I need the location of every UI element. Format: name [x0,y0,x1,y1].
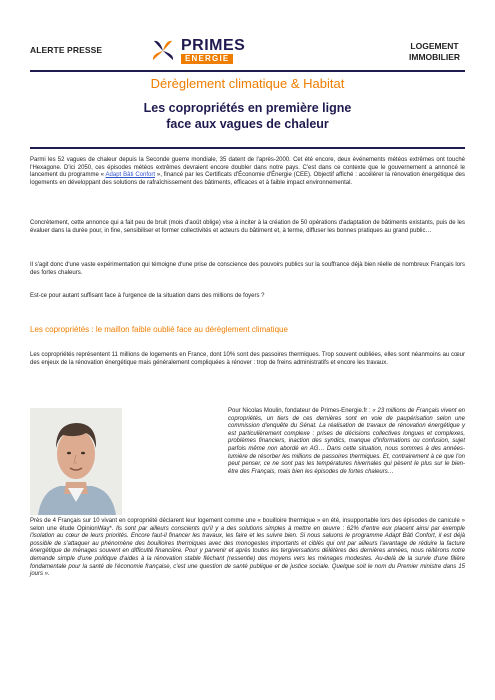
question-paragraph: Est-ce pour autant suffisant face à l'urgence de la situation dans des millions de foyers ? [30,293,265,299]
quote-continued-lead: Près de 4 Français sur 10 vivant en copropriété déclarent leur logement comme une « bouilloire thermique » en été, insupportable lors des épisodes de canicule » selon une étude OpinionWay*. [30,518,465,532]
founder-quote [228,408,465,476]
category-label [409,41,460,63]
portrait-photo [30,408,122,515]
document-subtitle [30,100,465,132]
category-line-1: LOGEMENT [410,41,459,51]
document-title: Dérèglement climatique & Habitat [150,76,345,91]
quote-continued-body: Ils sont par ailleurs conscients qu'il y a des solutions simples à mettre en œuvre : 62% d'entre eux placent ainsi par exemple l'isolation au cœur de leurs priorités. Encore faut-il financer les travaux, les faire et les suivre bien. Si nous saluons le programme Adapt Bâti Confort, il est déjà possible de s'attaquer au phénomène des bouilloires thermiques avec des monogestes importants et ciblés qui ont par ailleurs l'avantage de réduire la facture énergétique de ménages souvent en difficulté financière. Pour y parvenir et après toutes les tergiversations délétères des dernières années, nous réitérons notre demande simple d'une politique d'aides à la rénovation stable fléchant (ressentie) des moyens vers les ménages modestes. Au-delà de la survie d'une filière fondamentale pour la santé de l'économie française, c'est une question de santé publique et de justice sociale. Quelque soit le nom du Premier ministre dans 15 jours ». [30,525,466,578]
press-alert-label: ALERTE PRESSE [30,45,103,55]
intro-text-start: Parmi les 52 vagues de chaleur depuis la Seconde guerre mondiale, 35 datent de l'après-2000. Cet été encore, deux événements météos extrêmes ont touché l'Hexagone. D'ici 2050, ces épisodes météos extrêmes devraient encore doubler dans notre pays. C'est dans ce contexte que le gouvernement a annoncé le lancement du programme « [30,157,465,179]
logo-wordmark-primes: PRIMES [181,37,246,54]
category-line-2: IMMOBILIER [409,52,460,62]
top-divider [30,70,465,72]
intro-paragraph [30,157,465,187]
paragraph-4: Les copropriétés représentent 11 millions de logements en France, dont 10% sont des passoires thermiques. Trop souvent oubliées, elles sont néanmoins au cœur des enjeux de la rénovation énergétique mais généralement compliquées à rénover : trop de freins administratifs et encore les travaux. [30,352,465,366]
quote-continued [30,518,465,579]
paragraph-3: Il s'agit donc d'une vaste expérimentation qui témoigne d'une prise de conscience des pouvoirs publics sur la souffrance déjà bien réelle de nombreux Français lors des fortes chaleurs. [30,262,465,276]
primes-energie-logo [150,36,300,66]
logo-icon [150,39,176,63]
quote-body: « 23 millions de Français vivent en copropriétés, un tiers de ces dernières sont en voie de paupérisation selon une commission d'enquête du Sénat. La réalisation de travaux de rénovation énergétique y est particulièrement complexe : prises de décisions collectives longues et complexes, problèmes financiers, inaction des syndics, manque d'informations ou confusion, sujet parfois même non abordé en AG… Dans cette situation, nous sommes à des années-lumière de résorber les millions de passoires thermiques. Et, contrairement à ce que l'on peut penser, ce ne sont pas les températures hivernales qui pèsent le plus sur le bien-être des Français, mais bien les épisodes de fortes chaleurs… [228,408,465,475]
section-heading: Les copropriétés : le maillon faible oublié face au dérèglement climatique [30,325,288,334]
subtitle-line-1: Les copropriétés en première ligne [143,101,352,115]
paragraph-2: Concrètement, cette annonce qui a fait peu de bruit (mois d'août oblige) vise à inciter à la création de 50 opérations d'adaptation de bâtiments existants, puis de les évaluer dans la durée pour, in fine, sensibiliser et former collectivités et acteurs du bâtiment et, à terme, diffuser les bonnes pratiques au grand public… [30,220,465,234]
subtitle-line-2: face aux vagues de chaleur [166,117,329,131]
title-divider [30,147,465,149]
portrait-illustration [30,408,122,515]
quote-attribution: Pour Nicolas Moulin, fondateur de Primes-Energie.fr : [228,408,373,414]
intro-text-end: », financé par les Certificats d'Économie d'Énergie (CEE). Objectif affiché : accélérer la rénovation énergétique des logements en développant des solutions de rafraîchissement des bâtiments, efficaces et à faible impact environnemental. [30,172,465,186]
adapt-bati-confort-link[interactable]: Adapt Bâti Confort [105,172,155,179]
logo-wordmark-energie: ENERGIE [181,54,233,64]
